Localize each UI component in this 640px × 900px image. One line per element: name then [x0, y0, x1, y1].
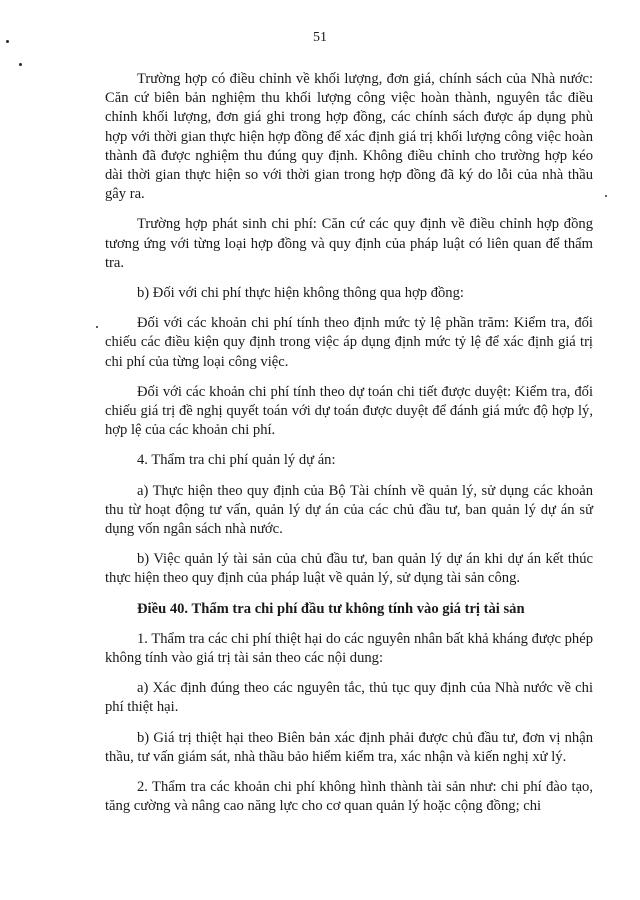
scan-speck	[605, 195, 607, 197]
paragraph-non-asset-costs: 2. Thẩm tra các khoản chi phí không hình thành tài sản như: chi phí đào tạo, tăng cường và nâng cao năng lực cho cơ quan quản lý hoặc cộng đồng; chi	[105, 779, 593, 815]
paragraph-adjustment-case: Trường hợp có điều chỉnh về khối lượng, đơn giá, chính sách của Nhà nước: Căn cứ biên bản nghiệm thu khối lượng công việc hoàn thành, nguyên tắc điều chỉnh khối lượng, đơn giá ghi trong hợp đồng, các chính sách được áp dụng phù hợp với thời gian thực hiện hợp đồng để xác định giá trị khối lượng công việc hoàn thành đã được nghiệm thu đúng quy định. Không điều chỉnh cho trường hợp kéo dài thời gian thực hiện so với thời gian trong hợp đồng đã ký do lỗi của nhà thầu gây ra.	[105, 71, 593, 203]
paragraph-detailed-estimate-costs: Đối với các khoản chi phí tính theo dự toán chi tiết được duyệt: Kiểm tra, đối chiếu giá trị đề nghị quyết toán với dự toán được duyệt để đánh giá mức độ hợp lý, hợp lệ của các khoản chi phí.	[105, 383, 593, 439]
paragraph-percentage-norm-costs: Đối với các khoản chi phí tính theo định mức tỷ lệ phần trăm: Kiểm tra, đối chiếu các điều kiện quy định trong việc áp dụng định mức tỷ lệ để xác định giá trị chi phí của từng loại công việc.	[105, 315, 593, 370]
document-body	[105, 70, 593, 828]
paragraph-force-majeure-damages: 1. Thẩm tra các chi phí thiệt hại do các nguyên nhân bất khả kháng được phép không tính vào giá trị tài sản theo các nội dung:	[105, 630, 593, 667]
paragraph-project-management-costs: 4. Thẩm tra chi phí quản lý dự án:	[137, 452, 336, 469]
page-number: 51	[313, 30, 327, 45]
scan-speck	[96, 326, 98, 328]
paragraph-item-a-principles: a) Xác định đúng theo các nguyên tắc, thủ tục quy định của Nhà nước về chi phí thiệt hại.	[105, 680, 593, 716]
scan-speck	[19, 63, 22, 66]
paragraph-item-b-damage-value: b) Giá trị thiệt hại theo Biên bản xác định phải được chủ đầu tư, đơn vị nhận thầu, tư vấn giám sát, nhà thầu bảo hiểm kiểm tra, xác nhận và kiến nghị xử lý.	[105, 729, 593, 765]
article-40-heading: Điều 40. Thẩm tra chi phí đầu tư không tính vào giá trị tài sản	[137, 600, 525, 617]
paragraph-additional-cost-case: Trường hợp phát sinh chi phí: Căn cứ các quy định về điều chỉnh hợp đồng tương ứng với từng loại hợp đồng và quy định của pháp luật có liên quan để thẩm tra.	[105, 216, 593, 271]
paragraph-item-b-asset-management: b) Việc quản lý tài sản của chủ đầu tư, ban quản lý dự án khi dự án kết thúc thực hiện theo quy định của pháp luật về quản lý, sử dụng tài sản công.	[105, 551, 593, 587]
paragraph-item-a-ministry-rules: a) Thực hiện theo quy định của Bộ Tài chính về quản lý, sử dụng các khoản thu từ hoạt động tư vấn, quản lý dự án của các chủ đầu tư, ban quản lý dự án sử dụng vốn ngân sách nhà nước.	[105, 482, 593, 538]
paragraph-non-contract-costs: b) Đối với chi phí thực hiện không thông qua hợp đồng:	[137, 285, 464, 302]
